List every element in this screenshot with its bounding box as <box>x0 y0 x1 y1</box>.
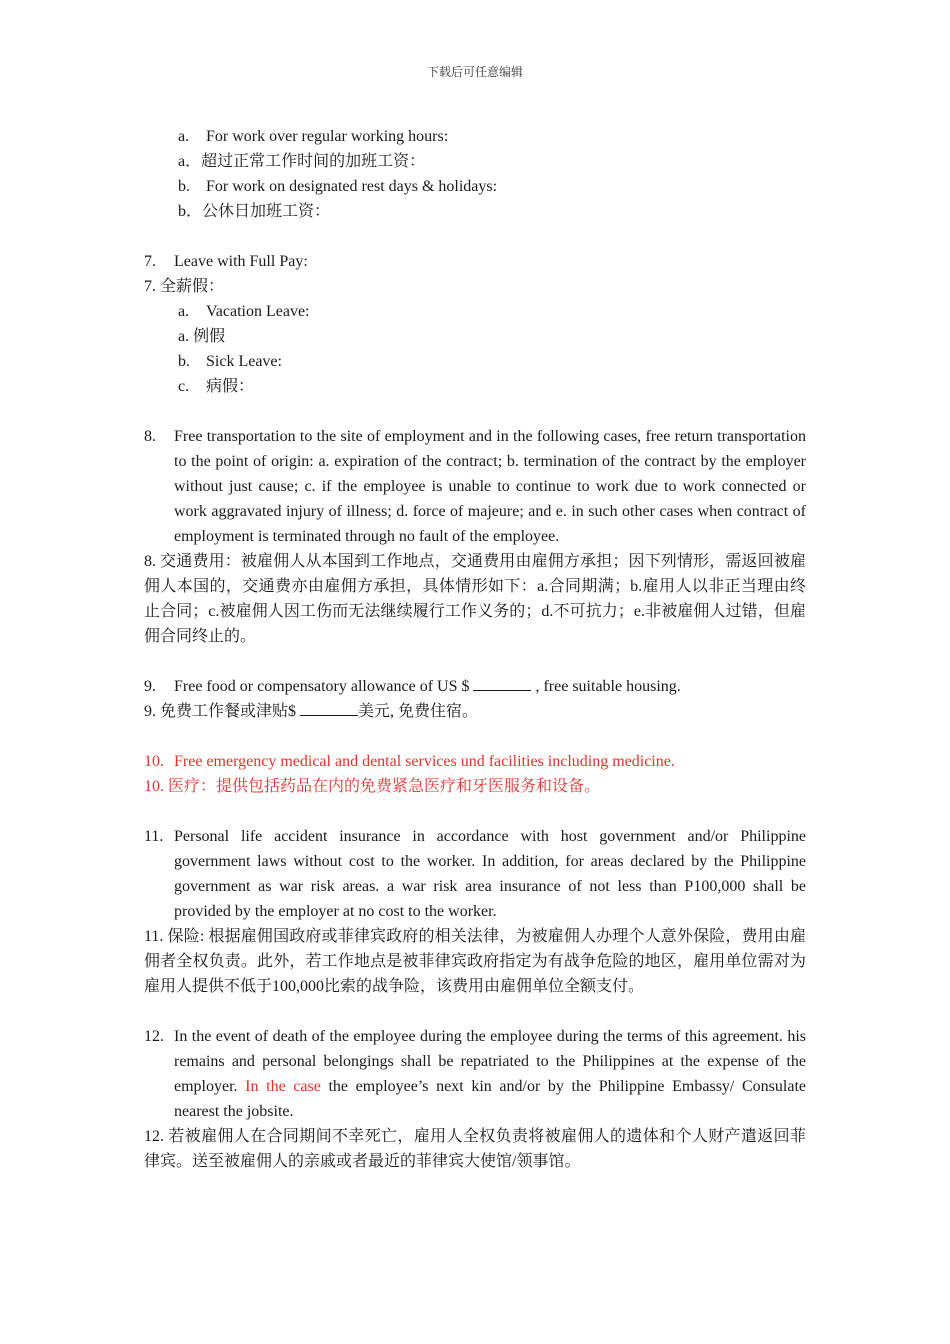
sec7-item-a-text: Vacation Leave: <box>206 303 310 320</box>
sec7-heading-zh: 7. 全薪假： <box>144 278 225 295</box>
sec12-text <box>174 1024 806 1124</box>
sec10-text: Free emergency medical and dental services und facilities including medicine. <box>174 753 675 770</box>
sec9-text-after: , free suitable housing. <box>531 678 681 695</box>
sec12-text-2: the employee’s next kin and/or by the Philippine Embassy/ Consulate nearest the jobsite. <box>174 1078 806 1120</box>
sec11-text: Personal life accident insurance in accordance with host government and/or Philippine government laws without cost to the worker. In addition, for areas declared by the Philippine government as war risk areas. a war risk area insurance of not less than P100,000 shall be provided by the employer at no cost to the worker. <box>174 828 806 920</box>
list-marker: a. <box>178 303 190 320</box>
sec12-paragraph <box>144 1024 806 1124</box>
section-number: 10. <box>144 753 164 770</box>
sec12-text-1: In the event of death of the employee during the employee during the terms of this agreement. his remains and personal belongings shall be repatriated to the Philippines at the expense of the employer. <box>174 1028 806 1095</box>
sec12-text-zh: 12. 若被雇佣人在合同期间不幸死亡，雇用人全权负责将被雇佣人的遗体和个人财产遣返回菲律宾。送至被雇佣人的亲戚或者最近的菲律宾大使馆/领事馆。 <box>144 1128 806 1170</box>
sec7-item-b-text: Sick Leave: <box>206 353 282 370</box>
sec11-text-zh: 11. 保险: 根据雇佣国政府或菲律宾政府的相关法律，为被雇佣人办理个人意外保险，费用由雇佣者全权负责。此外，若工作地点是被菲律宾政府指定为有战争危险的地区，雇用单位需对为雇用人提供不低于100,000比索的战争险，该费用由雇佣单位全额支付。 <box>144 928 806 995</box>
page-header-note: 下载后可任意编辑 <box>426 65 523 79</box>
section-number: 8. <box>144 428 156 445</box>
section-number: 11. <box>144 828 164 845</box>
allowance-blank <box>473 676 531 691</box>
sec7-heading <box>144 249 806 274</box>
sec11-paragraph <box>144 824 806 924</box>
allowance-blank-zh <box>300 701 358 716</box>
sec9-text-zh <box>144 699 806 724</box>
sec6-item-b-text: For work on designated rest days & holidays: <box>206 178 498 195</box>
sec7-item-c <box>144 374 806 399</box>
sec9-text <box>174 674 806 699</box>
sec12-text-highlight: In the case <box>245 1078 321 1095</box>
section-number: 12. <box>144 1028 164 1045</box>
section-number: 7. <box>144 253 156 270</box>
sec9-text-before: Free food or compensatory allowance of US $ <box>174 678 474 695</box>
sec8-paragraph <box>144 424 806 549</box>
sec6-item-a-text: For work over regular working hours: <box>206 128 449 145</box>
sec7-heading-text: Leave with Full Pay: <box>174 253 308 270</box>
list-marker: b. <box>178 178 190 195</box>
sec7-item-c-text: 病假： <box>206 378 255 395</box>
sec10-text-zh: 10. 医疗：提供包括药品在内的免费紧急医疗和牙医服务和设备。 <box>144 778 601 795</box>
sec7-item-b <box>144 349 806 374</box>
list-marker: b. <box>178 353 190 370</box>
sec8-text: Free transportation to the site of employment and in the following cases, free return transportation to the point of origin: a. expiration of the contract; b. termination of the contract by the employer without just cause; c. if the employee is unable to continue to work due to work connected or work aggravated injury of illness; d. force of majeure; and e. in such other cases when contract of employment is terminated through no fault of the employee. <box>174 428 806 545</box>
sec6-item-a <box>144 124 806 149</box>
sec10-paragraph <box>144 749 806 774</box>
sec9-zh-before: 9. 免费工作餐或津贴$ <box>144 703 301 720</box>
sec9-paragraph <box>144 674 806 699</box>
sec7-item-a <box>144 299 806 324</box>
sec6-item-a-zh: a．超过正常工作时间的加班工资： <box>178 153 426 170</box>
sec8-text-zh: 8. 交通费用：被雇佣人从本国到工作地点，交通费用由雇佣方承担；因下列情形，需返回被雇佣人本国的，交通费亦由雇佣方承担，具体情形如下：a.合同期满；b.雇用人以非正当理由终止合同；c.被雇佣人因工伤而无法继续履行工作义务的；d.不可抗力；e.非被雇佣人过错，但雇佣合同终止的。 <box>144 553 806 645</box>
sec6-item-b-zh: b．公休日加班工资： <box>178 203 331 220</box>
list-marker: a. <box>178 128 190 145</box>
document-body <box>144 124 806 1174</box>
section-number: 9. <box>144 678 156 695</box>
sec7-item-a-zh: a. 例假 <box>178 328 226 345</box>
list-marker: c. <box>178 378 190 395</box>
sec6-item-b <box>144 174 806 199</box>
sec9-zh-after: 美元, 免费住宿。 <box>358 703 479 720</box>
